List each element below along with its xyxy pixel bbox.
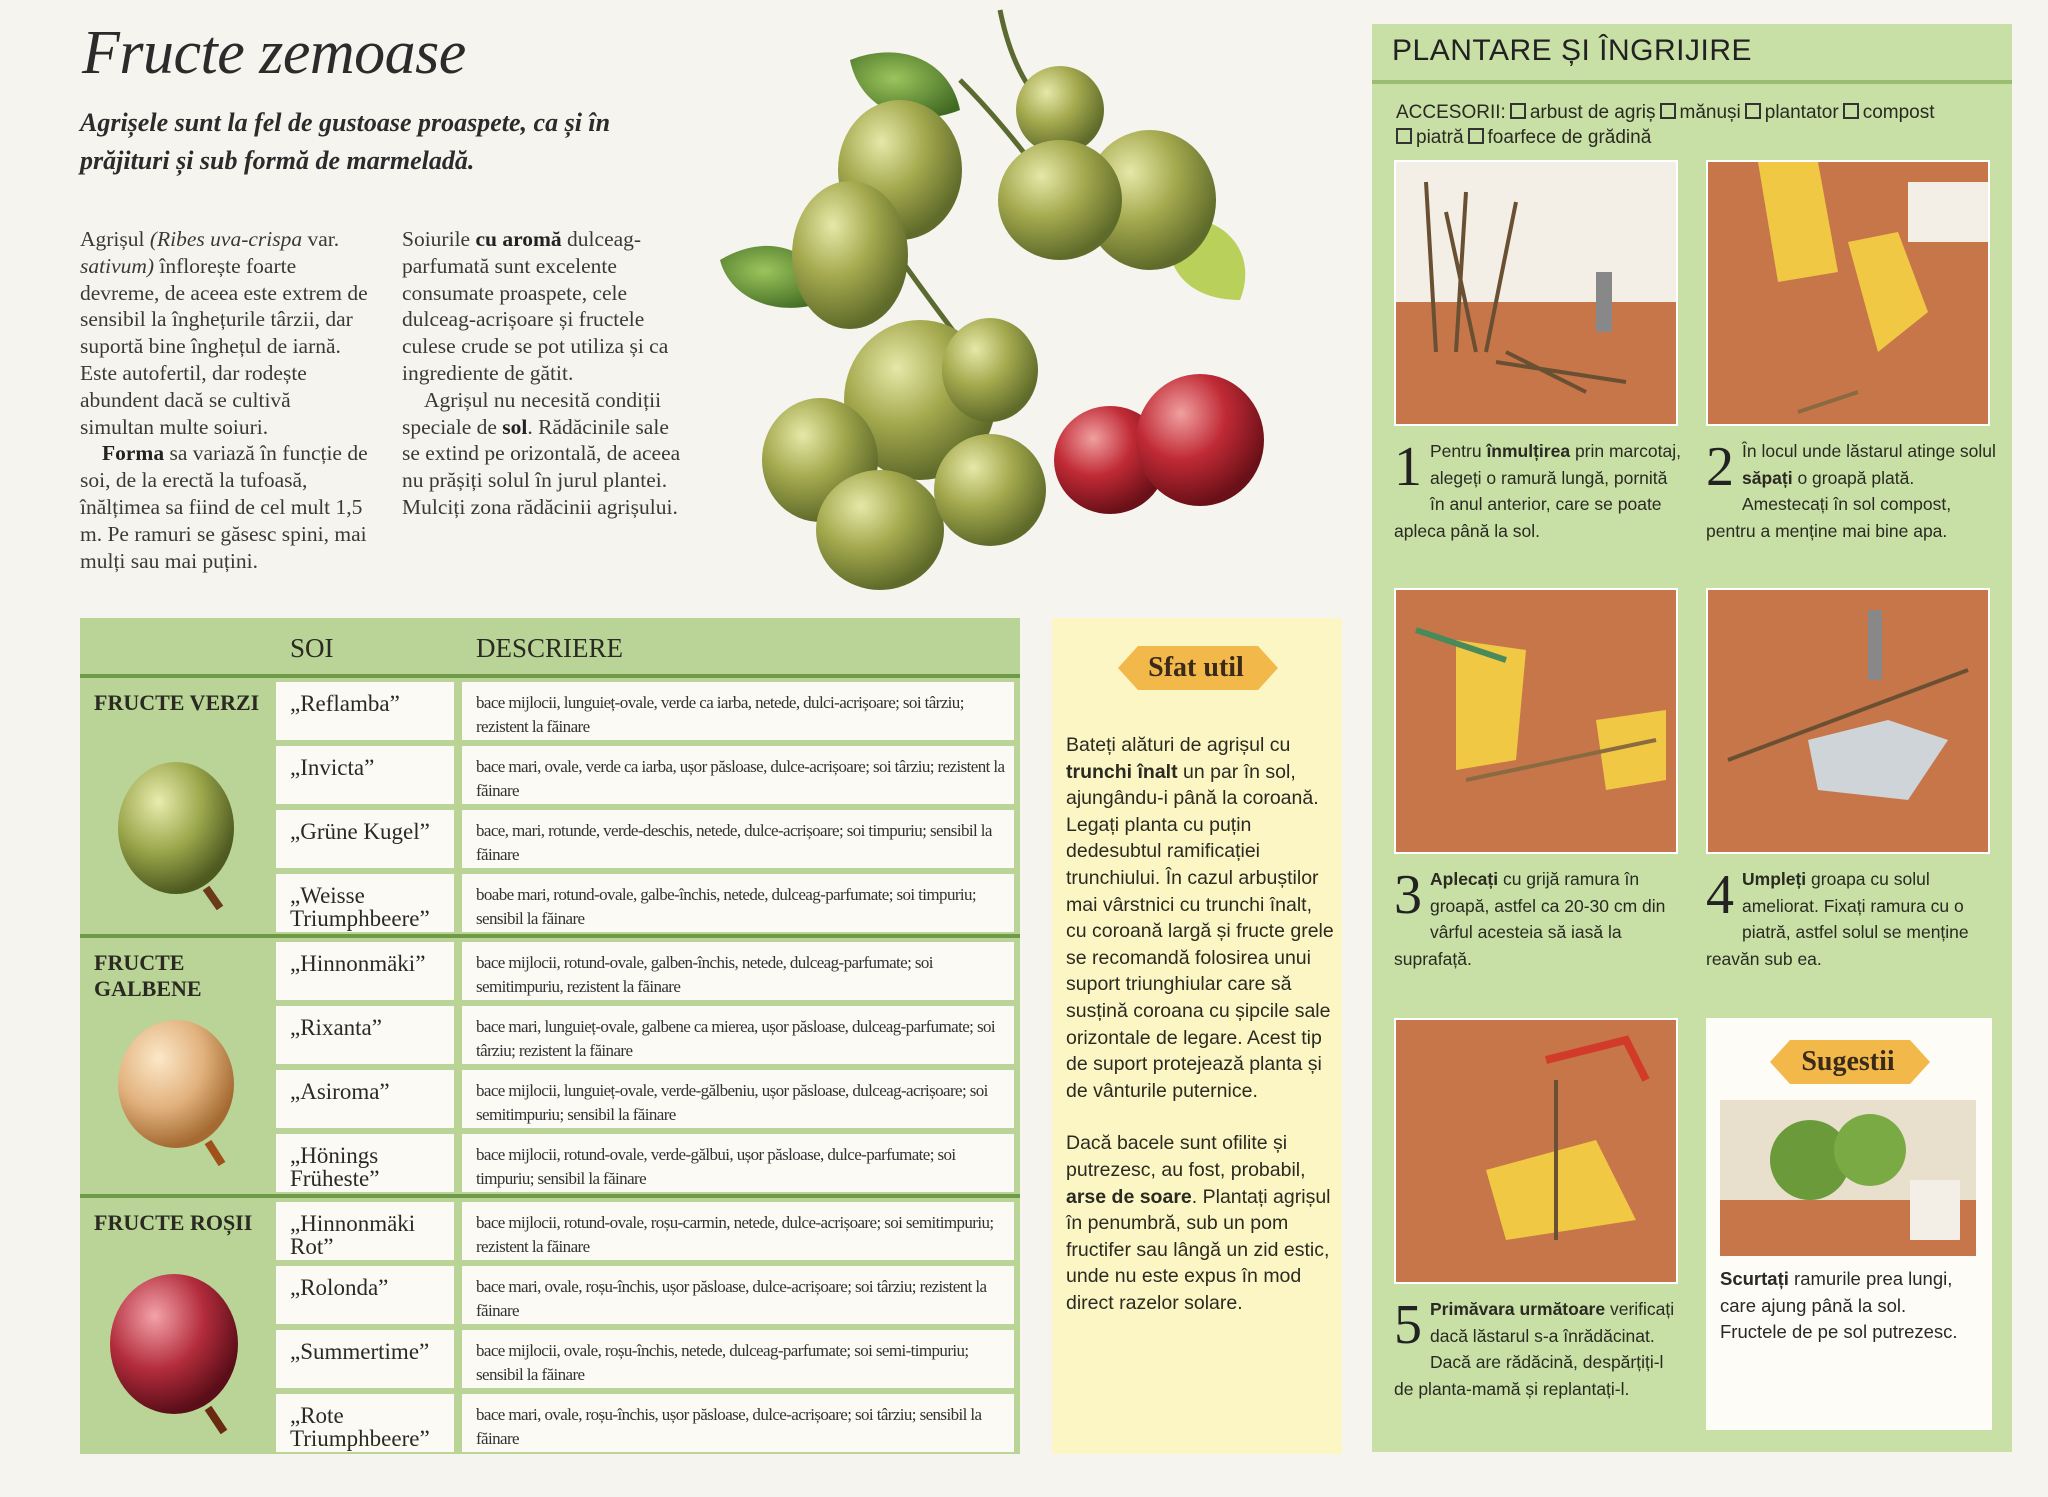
table-row: „Rote Triumphbeere” bace mari, ovale, roșu-închis, ușor păsloase, dulce-acrișoare; soi târziu; sensibil la făinare [276,1394,1014,1452]
table-row: „Reflamba” bace mijlocii, lunguieț-ovale, verde ca iarba, netede, dulci-acrișoare; soi târziu; rezistent la făinare [276,682,1014,740]
table-row: „Grüne Kugel” bace, mari, rotunde, verde-deschis, netede, dulce-acrișoare; soi timpuriu; sensibil la făinare [276,810,1014,868]
tip-box [1052,618,1342,1454]
step-3-text: 3 Aplecați cu grijă ramura în groapă, astfel ca 20-30 cm din vârful acesteia să iasă la suprafață. [1394,864,1666,969]
red-berry-image [106,1270,246,1445]
step-3-image [1394,588,1678,854]
varieties-table [80,618,1020,1454]
table-row: „Summertime” bace mijlocii, ovale, roșu-închis, netede, dulceag-parfumate; soi semi-timpuriu; sensibil la făinare [276,1330,1014,1388]
panel-divider [1372,80,2012,84]
step-4-image [1706,588,1990,854]
step-2-text: 2 În locul unde lăstarul atinge solul săpați o groapă plată. Amestecați în sol compost, pentru a menține mai bine apa. [1706,436,1996,541]
table-separator [80,1194,1020,1198]
intro-paragraph: Agrișul nu necesită condiții speciale de sol. Rădăcinile sale se extind pe orizontală, de aceea nu prășiți solul în jurul plantei. Mulciți zona rădăcinii agrișului. [402,387,681,519]
step-2-image [1706,160,1990,426]
table-row: „Hönings Früheste” bace mijlocii, rotund-ovale, verde-gălbui, ușor păsloase, dulce-parfumate; soi timpuriu; sensibil la făinare [276,1134,1014,1192]
page-subtitle: Agrișele sunt la fel de gustoase proaspete, ca și în prăjituri și sub formă de marmeladă. [80,108,611,175]
category-label: FRUCTE GALBENE [94,950,202,1001]
table-row: „Invicta” bace mari, ovale, verde ca iarba, ușor păsloase, dulce-acrișoare; soi târziu; rezistent la făinare [276,746,1014,804]
tip-text: Bateți alături de agrișul cu trunchi înalt un par în sol, ajungându-i până la coroană. Legați planta cu puțin dedesubtul ramificației trunchiului. În cazul arbuștilor mai vârstnici cu trunchi înalt, cu coroană largă și fructe grele se recomandă folosirea unui suport triunghiular care să susțină coroana cu șipcile sale orizontale de legare. Acest tip de suport protejează planta și de vânturile puternice. Dacă bacele sunt ofilite și putrezesc, au fost, probabil, arse de soare. Plantați agrișul în penumbră, sub un pom fructifer sau lângă un zid estic, unde nu este expus în mod direct razelor solare. [1066,734,1334,1314]
step-4-text: 4 Umpleți groapa cu solul ameliorat. Fixați ramura cu o piatră, astfel solul se menține reavăn sub ea. [1706,864,1969,969]
suggestions-badge: Sugestii [1760,1032,1936,1092]
table-row: „Hinnonmäki” bace mijlocii, rotund-ovale, galben-închis, netede, dulceag-parfumate; soi semitimpuriu, rezistent la făinare [276,942,1014,1000]
suggestions-box [1706,1018,1992,1430]
panel-title: PLANTARE ȘI ÎNGRIJIRE [1392,34,1753,67]
suggestions-image [1720,1100,1976,1256]
table-separator [80,934,1020,938]
intro-paragraph: Forma sa variază în funcție de soi, de la erectă la tufoasă, înălțimea sa fiind de cel mult 1,5 m. Pe ramuri se găsesc spini, mai mulți sau mai puțini. [80,441,368,573]
table-row: „Hinnonmäki Rot” bace mijlocii, rotund-ovale, roșu-carmin, netede, dulce-acrișoare; soi semitimpuriu; rezistent la făinare [276,1202,1014,1260]
intro-column-1 [80,226,370,574]
category-label: FRUCTE ROȘII [94,1210,253,1235]
green-berry-image [114,758,244,923]
table-row: „Rolonda” bace mari, ovale, roșu-închis, ușor păsloase, dulce-acrișoare; soi târziu; rezistent la făinare [276,1266,1014,1324]
table-row: „Asiroma” bace mijlocii, lunguieț-ovale, verde-gălbeniu, ușor păsloase, dulceag-acrișoare; soi semitimpuriu; sensibil la făinare [276,1070,1014,1128]
step-5-image [1394,1018,1678,1284]
accessories-list: ACCESORII: arbust de agriș mănuși plantator compost piatră foarfece de grădină [1396,102,1935,148]
yellow-berry-image [114,1014,244,1179]
table-row: „Rixanta” bace mari, lunguieț-ovale, galbene ca mierea, ușor păsloase, dulceag-parfumate; soi târziu; rezistent la făinare [276,1006,1014,1064]
tip-badge: Sfat util [1108,638,1284,698]
suggestions-text: Scurtați ramurile prea lungi, care ajung până la sol. Fructele de pe sol putrezesc. [1720,1268,1958,1343]
header-soi: SOI [290,633,334,663]
gooseberry-cluster-image [700,0,1340,600]
intro-paragraph: Agrișul (Ribes uva-crispa var. sativum) înflorește foarte devreme, de aceea este extrem de sensibil la înghețurile târzii, dar suportă bine înghețul de iarnă. Este autofertil, dar rodește abundent dacă se cultivă simultan multe soiuri. [80,227,368,439]
table-separator [80,674,1020,678]
step-1-text: 1 Pentru înmulțirea prin marcotaj, alegeți o ramură lungă, pornită în anul anterior, care se poate apleca până la sol. [1394,436,1681,541]
page-title: Fructe zemoase [82,19,466,87]
intro-paragraph: Soiurile cu aromă dulceag-parfumată sunt excelente consumate proaspete, cele dulceag-acrișoare și fructele culese crude se pot utiliza și ca ingrediente de gătit. [402,227,669,385]
header-descriere: DESCRIERE [476,633,624,663]
intro-column-2 [402,226,692,521]
table-row: „Weisse Triumphbeere” boabe mari, rotund-ovale, galbe-închis, netede, dulceag-parfumate; soi timpuriu; sensibil la făinare [276,874,1014,932]
step-1-image [1394,160,1678,426]
planting-care-panel [1372,24,2012,1452]
category-label: FRUCTE VERZI [94,690,260,715]
step-5-text: 5 Primăvara următoare verificați dacă lăstarul s-a înrădăcinat. Dacă are rădăcină, despărțiți-l de planta-mamă și replantați-l. [1394,1294,1675,1399]
